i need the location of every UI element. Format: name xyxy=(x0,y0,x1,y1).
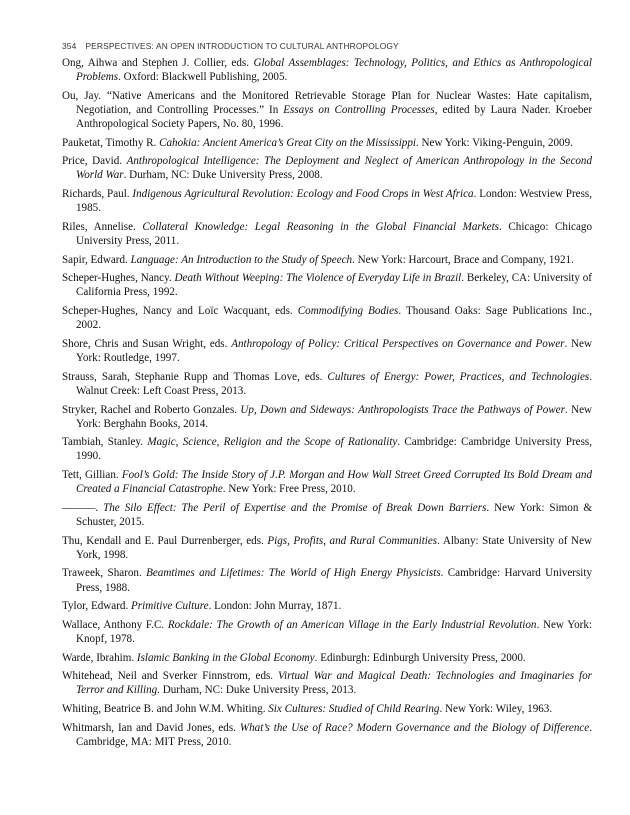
reference-entry xyxy=(62,337,592,365)
reference-authors: Ou, Jay. “Native Americans and the Monitored Retrievable Storage Plan for Nuclear Wastes: Hate capitalism, Negotiation, and Controlling Processes.” In xyxy=(62,89,592,116)
reference-publication: . London: John Murray, 1871. xyxy=(208,600,342,613)
running-title: PERSPECTIVES: AN OPEN INTRODUCTION TO CULTURAL ANTHROPOLOGY xyxy=(85,41,399,51)
reference-authors: Whitehead, Neil and Sverker Finnstrom, eds. xyxy=(62,670,279,683)
reference-entry xyxy=(62,651,592,665)
reference-entry xyxy=(62,669,592,697)
reference-authors: Wallace, Anthony F.C. xyxy=(62,618,168,631)
reference-title: Essays on Controlling Processes xyxy=(283,103,435,116)
page-number: 354 xyxy=(62,41,77,51)
reference-entry xyxy=(62,271,592,299)
reference-publication: . Chicago: Chicago University Press, 2011. xyxy=(76,220,592,247)
reference-publication: . New York: Viking-Penguin, 2009. xyxy=(415,136,573,149)
reference-authors: Scheper-Hughes, Nancy. xyxy=(62,272,175,285)
reference-publication: , edited by Laura Nader. Kroeber Anthropological Society Papers, No. 80, 1996. xyxy=(76,103,593,130)
reference-authors: Thu, Kendall and E. Paul Durrenberger, eds. xyxy=(62,534,268,547)
reference-title: Anthropological Intelligence: The Deployment and Neglect of American Anthropology in the Second World War xyxy=(76,155,593,182)
reference-authors: Sapir, Edward. xyxy=(62,253,131,266)
reference-entry xyxy=(62,599,592,613)
reference-authors: Ong, Aihwa and Stephen J. Collier, eds. xyxy=(62,57,254,69)
reference-publication: . Cambridge: Harvard University Press, 1988. xyxy=(76,567,593,594)
reference-entry xyxy=(62,702,592,716)
reference-title: Pigs, Profits, and Rural Communities xyxy=(267,534,438,547)
reference-publication: . New York: Berghahn Books, 2014. xyxy=(76,403,593,430)
reference-title: Fool’s Gold: The Inside Story of J.P. Morgan and How Wall Street Greed Corrupted Its Bold Dream and Created a Financial Catastrophe xyxy=(76,469,592,496)
reference-entry xyxy=(62,566,592,594)
reference-entry xyxy=(62,403,592,431)
reference-title: Cahokia: Ancient America’s Great City on the Mississippi xyxy=(159,136,416,149)
reference-entry xyxy=(62,501,592,529)
reference-title: Global Assemblages: Technology, Politics, and Ethics as Anthropological Problems xyxy=(76,57,592,84)
reference-title: What’s the Use of Race? Modern Governance and the Biology of Difference xyxy=(239,721,590,734)
reference-publication: . Berkeley, CA: University of California Press, 1992. xyxy=(76,272,592,299)
reference-publication: . Durham, NC: Duke University Press, 2008. xyxy=(123,169,323,182)
reference-entry xyxy=(62,468,592,496)
reference-authors: Whiting, Beatrice B. and John W.M. Whiting. xyxy=(62,703,269,716)
reference-publication: . New York: Simon & Schuster, 2015. xyxy=(76,501,593,528)
reference-publication: . New York: Routledge, 1997. xyxy=(76,337,592,365)
reference-entry xyxy=(62,304,592,332)
reference-publication: . Durham, NC: Duke University Press, 2013. xyxy=(157,684,357,697)
reference-title: Virtual War and Magical Death: Technologies and Imaginaries for Terror and Killing xyxy=(76,670,592,697)
reference-authors: Richards, Paul. xyxy=(62,188,133,201)
reference-publication: . New York: Knopf, 1978. xyxy=(76,618,592,645)
reference-authors: Tett, Gillian. xyxy=(62,469,122,482)
reference-title: Magic, Science, Religion and the Scope of Rationality xyxy=(147,436,398,449)
reference-publication: . New York: Free Press, 2010. xyxy=(222,483,356,496)
reference-authors: Traweek, Sharon. xyxy=(62,567,147,580)
reference-authors: Strauss, Sarah, Stephanie Rupp and Thomas Love, eds. xyxy=(62,370,328,383)
reference-publication: . Walnut Creek: Left Coast Press, 2013. xyxy=(76,370,592,397)
reference-authors: Stryker, Rachel and Roberto Gonzales. xyxy=(62,403,241,416)
reference-publication: . New York: Wiley, 1963. xyxy=(439,703,553,716)
reference-authors: ———. xyxy=(62,501,104,514)
reference-authors: Price, David. xyxy=(62,155,127,168)
reference-publication: . Oxford: Blackwell Publishing, 2005. xyxy=(118,71,288,84)
reference-entry xyxy=(62,721,592,749)
reference-entry xyxy=(62,187,592,215)
reference-title: Six Cultures: Studied of Child Rearing xyxy=(268,703,440,716)
reference-publication: . Thousand Oaks: Sage Publications Inc., 2002. xyxy=(76,305,593,332)
reference-title: Death Without Weeping: The Violence of Everyday Life in Brazil xyxy=(174,272,462,285)
reference-entry xyxy=(62,56,592,84)
reference-authors: Warde, Ibrahim. xyxy=(62,651,137,664)
reference-title: Up, Down and Sideways: Anthropologists Trace the Pathways of Power xyxy=(240,403,565,416)
reference-publication: . Cambridge, MA: MIT Press, 2010. xyxy=(76,721,592,748)
reference-title: Commodifying Bodies xyxy=(297,305,399,318)
reference-authors: Tambiah, Stanley. xyxy=(62,436,148,449)
reference-authors: Shore, Chris and Susan Wright, eds. xyxy=(62,337,232,350)
reference-entry xyxy=(62,435,592,463)
running-head xyxy=(62,40,592,52)
reference-entry xyxy=(62,534,592,562)
reference-entry xyxy=(62,154,592,182)
reference-list xyxy=(62,56,592,749)
reference-entry xyxy=(62,253,592,267)
reference-authors: Pauketat, Timothy R. xyxy=(62,136,160,149)
reference-authors: Riles, Annelise. xyxy=(62,220,143,233)
reference-publication: . New York: Harcourt, Brace and Company, 1921. xyxy=(352,253,574,266)
reference-publication: . Cambridge: Cambridge University Press, 1990. xyxy=(76,436,592,463)
reference-title: Indigenous Agricultural Revolution: Ecology and Food Crops in West Africa xyxy=(132,188,474,201)
reference-publication: . London: Westview Press, 1985. xyxy=(76,188,592,215)
reference-entry xyxy=(62,136,592,150)
reference-entry xyxy=(62,220,592,248)
reference-authors: Whitmarsh, Ian and David Jones, eds. xyxy=(62,721,240,734)
reference-title: Islamic Banking in the Global Economy xyxy=(136,651,315,664)
reference-title: Anthropology of Policy: Critical Perspectives on Governance and Power xyxy=(231,337,565,350)
reference-title: Rockdale: The Growth of an American Village in the Early Industrial Revolution xyxy=(167,618,537,631)
reference-title: Collateral Knowledge: Legal Reasoning in the Global Financial Markets xyxy=(142,220,499,233)
reference-title: Cultures of Energy: Power, Practices, and Technologies xyxy=(327,370,590,383)
reference-entry xyxy=(62,89,592,131)
reference-authors: Scheper-Hughes, Nancy and Loïc Wacquant, eds. xyxy=(62,305,298,318)
reference-entry xyxy=(62,370,592,398)
reference-title: Beamtimes and Lifetimes: The World of High Energy Physicists xyxy=(146,567,441,580)
reference-publication: . Edinburgh: Edinburgh University Press, 2000. xyxy=(314,651,526,664)
reference-authors: Tylor, Edward. xyxy=(62,600,132,613)
reference-entry xyxy=(62,618,592,646)
page xyxy=(62,40,592,754)
reference-publication: . Albany: State University of New York, 1998. xyxy=(76,534,592,561)
reference-title: Language: An Introduction to the Study of Speech xyxy=(130,253,353,266)
reference-title: Primitive Culture xyxy=(131,600,209,613)
reference-title: The Silo Effect: The Peril of Expertise and the Promise of Break Down Barriers xyxy=(103,501,487,514)
